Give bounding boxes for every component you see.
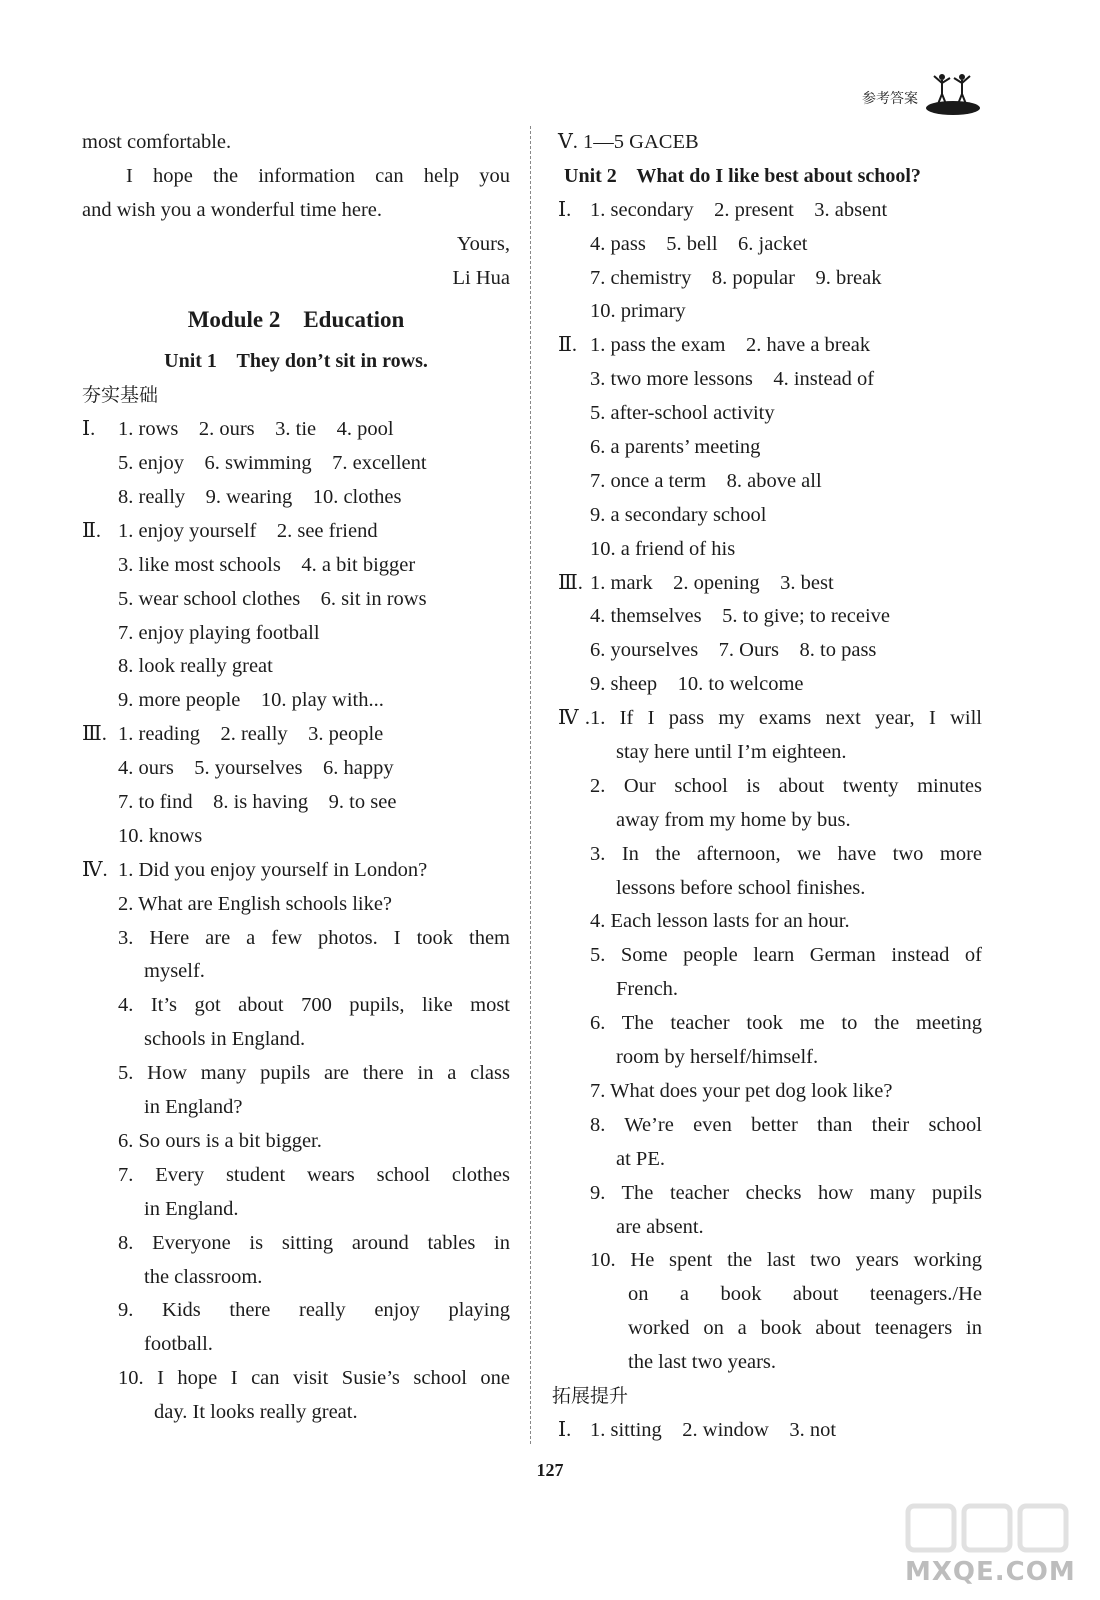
roman-numeral: Ⅱ. [558, 334, 578, 357]
answer-line: 2. Our school is about twenty minutes [590, 774, 982, 797]
answer-line: the classroom. [144, 1265, 263, 1288]
page-number: 127 [536, 1460, 564, 1480]
unit-title: Unit 1 They don’t sit in rows. [164, 350, 428, 373]
answer-line: 5. Some people learn German instead of [590, 944, 982, 967]
answer-text: 1. enjoy yourself 2. see friend [118, 519, 378, 542]
answer-line: 2. What are English schools like? [118, 892, 393, 915]
answer-text: 1. secondary 2. present 3. absent [590, 198, 888, 221]
roman-numeral: Ⅱ. [82, 519, 102, 542]
answer-line: 7. enjoy playing football [118, 621, 320, 644]
answer-text: 1. sitting 2. window 3. not [590, 1418, 837, 1441]
answer-line: 4. ours 5. yourselves 6. happy [118, 757, 394, 780]
answer-line: 3. Here are a few photos. I took them [118, 926, 510, 949]
answer-line: 8. really 9. wearing 10. clothes [118, 486, 402, 509]
answer-line: myself. [144, 960, 205, 983]
answer-line: 8. Everyone is sitting around tables in [118, 1231, 510, 1254]
answer-line: 5. How many pupils are there in a class [118, 1062, 510, 1085]
answer-text: 1. Did you enjoy yourself in London? [118, 858, 428, 881]
answer-line [558, 1414, 982, 1448]
roman-numeral: Ⅰ. [558, 198, 572, 221]
answer-line: 5. after-school activity [590, 402, 775, 425]
letter-closing: Yours, [456, 232, 510, 255]
answer-line: stay here until I’m eighteen. [616, 741, 847, 764]
answer-line [82, 515, 510, 549]
answer-text: 1. If I pass my exams next year, I will [590, 707, 982, 730]
answer-line: at PE. [616, 1147, 665, 1170]
answer-line: 7. chemistry 8. popular 9. break [590, 266, 882, 289]
answer-line: worked on a book about teenagers in [628, 1317, 982, 1340]
roman-numeral: Ⅲ. [558, 571, 583, 594]
answer-line: 9. sheep 10. to welcome [590, 673, 804, 696]
answer-line: 3. two more lessons 4. instead of [590, 368, 875, 391]
answer-line [82, 413, 510, 447]
answer-line: 6. yourselves 7. Ours 8. to pass [590, 639, 877, 662]
answer-line: 8. We’re even better than their school [590, 1113, 982, 1136]
roman-numeral: Ⅰ. [82, 418, 96, 441]
answer-line: on a book about teenagers./He [628, 1283, 982, 1306]
answer-line: 4. Each lesson lasts for an hour. [590, 910, 850, 933]
roman-numeral: Ⅳ. [82, 858, 108, 881]
answer-line: 3. like most schools 4. a bit bigger [118, 553, 416, 576]
answer-line: 4. It’s got about 700 pupils, like most [118, 994, 510, 1017]
answer-text: 1. mark 2. opening 3. best [590, 571, 834, 594]
roman-numeral: Ⅰ. [558, 1418, 572, 1441]
answer-line: are absent. [616, 1215, 704, 1238]
answer-line: 6. So ours is a bit bigger. [118, 1129, 322, 1152]
answer-line: 4. themselves 5. to give; to receive [590, 605, 891, 628]
answer-line: 10. He spent the last two years working [590, 1249, 982, 1272]
answer-text: 1. pass the exam 2. have a break [590, 334, 871, 357]
answer-text: 1. reading 2. really 3. people [118, 723, 384, 746]
answer-line: lessons before school finishes. [616, 876, 866, 899]
answer-line: 7. to find 8. is having 9. to see [118, 791, 397, 814]
answer-line: 9. a secondary school [590, 503, 767, 526]
letter-signature: Li Hua [452, 266, 510, 289]
answer-text: 1. rows 2. ours 3. tie 4. pool [118, 418, 394, 441]
roman-numeral: Ⅲ. [82, 723, 107, 746]
answer-line: the last two years. [628, 1351, 777, 1374]
module-title: Module 2 Education [187, 307, 405, 333]
letter-line: most comfortable. [82, 131, 232, 153]
answer-line: French. [616, 978, 679, 1001]
answer-line: 4. pass 5. bell 6. jacket [590, 232, 808, 255]
answer-line [558, 567, 982, 601]
answer-line [558, 194, 982, 228]
answer-line: in England. [144, 1197, 239, 1220]
answer-line: 7. once a term 8. above all [590, 469, 822, 492]
answer-line: 5. enjoy 6. swimming 7. excellent [118, 452, 427, 475]
answer-line: 6. a parents’ meeting [590, 436, 761, 459]
answer-line: 9. more people 10. play with... [118, 689, 384, 712]
answer-line: 7. What does your pet dog look like? [590, 1079, 893, 1102]
unit-title: Unit 2 What do I like best about school? [564, 164, 921, 187]
answer-line: 7. Every student wears school clothes [118, 1163, 510, 1186]
section-heading: 夯实基础 [82, 384, 159, 407]
answer-line: schools in England. [144, 1028, 306, 1051]
section-heading: 拓展提升 [552, 1384, 629, 1407]
answer-line: 6. The teacher took me to the meeting [590, 1012, 982, 1035]
answer-line: 3. In the afternoon, we have two more [590, 842, 982, 865]
answer-line: in England? [144, 1096, 243, 1119]
answer-line: 10. knows [118, 824, 203, 847]
roman-numeral: Ⅳ. [558, 707, 590, 730]
answer-line: Ⅴ. 1—5 GACEB [558, 131, 699, 153]
page-header [862, 72, 982, 116]
column-divider [530, 126, 531, 1444]
answer-line [82, 718, 510, 752]
answer-line: room by herself/himself. [616, 1046, 819, 1069]
answer-line: away from my home by bus. [616, 808, 851, 831]
answer-line: 8. look really great [118, 655, 273, 678]
letter-line: I hope the information can help you [126, 164, 510, 187]
answer-line: 10. a friend of his [590, 537, 736, 560]
letter-line: and wish you a wonderful time here. [82, 198, 383, 221]
header-figures-icon [924, 72, 982, 116]
answer-line: 9. The teacher checks how many pupils [590, 1181, 982, 1204]
answer-line: 10. I hope I can visit Susie’s school one [118, 1367, 510, 1390]
right-column [552, 126, 982, 1448]
header-label: 参考答案 [862, 91, 918, 107]
answer-line: football. [144, 1333, 213, 1356]
left-column [82, 126, 510, 1430]
answer-line [558, 702, 982, 736]
answer-line: 5. wear school clothes 6. sit in rows [118, 587, 427, 610]
answer-line [558, 329, 982, 363]
answer-line: day. It looks really great. [154, 1401, 358, 1424]
answer-line [82, 854, 510, 888]
watermark-text: MXQE.COM [905, 1557, 1076, 1587]
answer-line: 9. Kids there really enjoy playing [118, 1299, 510, 1322]
answer-line: 10. primary [590, 300, 686, 323]
